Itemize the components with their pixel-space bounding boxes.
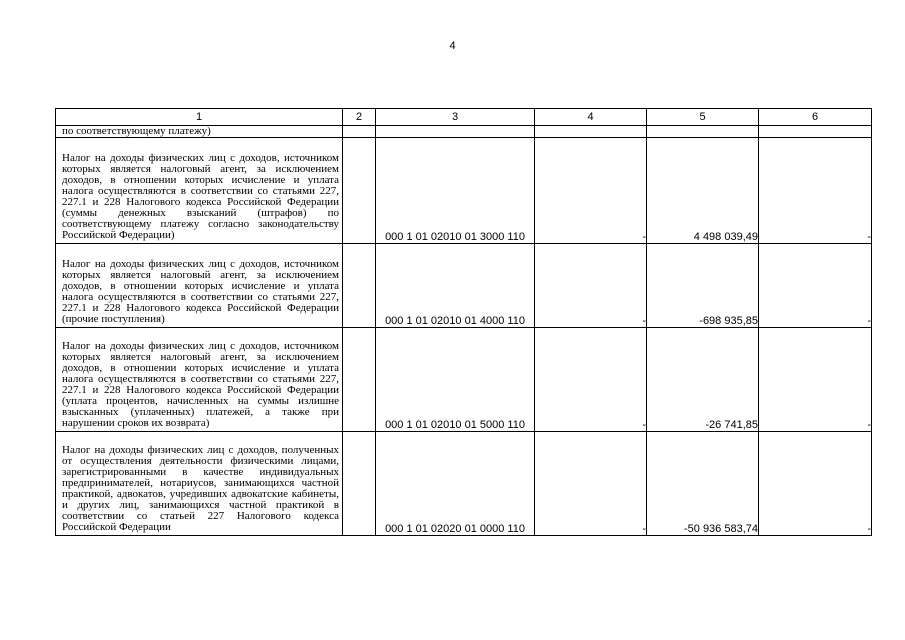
cell-col5-amount: -26 741,85	[647, 328, 759, 432]
table-header-row	[56, 109, 872, 126]
cell-col5-amount: 4 498 039,49	[647, 138, 759, 244]
cell-col4: -	[535, 328, 647, 432]
budget-code: 000 1 01 02020 01 0000 110	[376, 432, 535, 536]
cell-col2	[343, 244, 376, 328]
row-description: Налог на доходы физических лиц с доходов, источником которых является налоговый агент, за исключением доходов, в отношении которых исчисление и уплата налога осуществляются в соответствии со статьями 227, 227.1 и 228 Налогового кодекса Российской Федерации (суммы денежных взысканий (штрафов) по соответствующему платежу согласно законодательству Российской Федерации)	[62, 152, 339, 241]
table-row	[56, 328, 872, 432]
row-description: Налог на доходы физических лиц с доходов, источником которых является налоговый агент, за исключением доходов, в отношении которых исчисление и уплата налога осуществляются в соответствии со статьями 227, 227.1 и 228 Налогового кодекса Российской Федерации (уплата процентов, начисленных на суммы излишне взысканных (уплаченных) платежей, а также при нарушении сроков их возврата)	[62, 340, 339, 429]
cell-col6: -	[759, 244, 872, 328]
cell-col5-amount: -698 935,85	[647, 244, 759, 328]
budget-table	[55, 108, 872, 536]
budget-code: 000 1 01 02010 01 4000 110	[376, 244, 535, 328]
cell-col6: -	[759, 138, 872, 244]
column-header: 4	[535, 109, 647, 126]
budget-code: 000 1 01 02010 01 3000 110	[376, 138, 535, 244]
row-description: Налог на доходы физических лиц с доходов, полученных от осуществления деятельности физическими лицами, зарегистрированными в качестве индивидуальных предпринимателей, нотариусов, занимающихся частной практикой, адвокатов, учредивших адвокатские кабинеты, и других лиц, занимающихся частной практикой в соответствии со статьей 227 Налогового кодекса Российской Федерации	[62, 444, 339, 533]
cell-col5-amount: -50 936 583,74	[647, 432, 759, 536]
column-header: 3	[376, 109, 535, 126]
cell-col2	[343, 432, 376, 536]
table-row	[56, 432, 872, 536]
cell-col6: -	[759, 432, 872, 536]
column-header: 5	[647, 109, 759, 126]
column-header: 2	[343, 109, 376, 126]
table-row	[56, 244, 872, 328]
page-number: 4	[449, 40, 456, 52]
table-row	[56, 138, 872, 244]
cell-col2	[343, 138, 376, 244]
column-header: 6	[759, 109, 872, 126]
cell-col4: -	[535, 244, 647, 328]
row-description: Налог на доходы физических лиц с доходов, источником которых является налоговый агент, за исключением доходов, в отношении которых исчисление и уплата налога осуществляются в соответствии со статьями 227, 227.1 и 228 Налогового кодекса Российской Федерации (прочие поступления)	[62, 258, 339, 325]
cell-col6: -	[759, 328, 872, 432]
cell-col4: -	[535, 138, 647, 244]
cell-col2	[343, 328, 376, 432]
column-header: 1	[56, 109, 343, 126]
cell-col4: -	[535, 432, 647, 536]
continuation-text: по соответствующему платежу)	[62, 125, 211, 137]
budget-code: 000 1 01 02010 01 5000 110	[376, 328, 535, 432]
table-row-continuation	[56, 126, 872, 138]
